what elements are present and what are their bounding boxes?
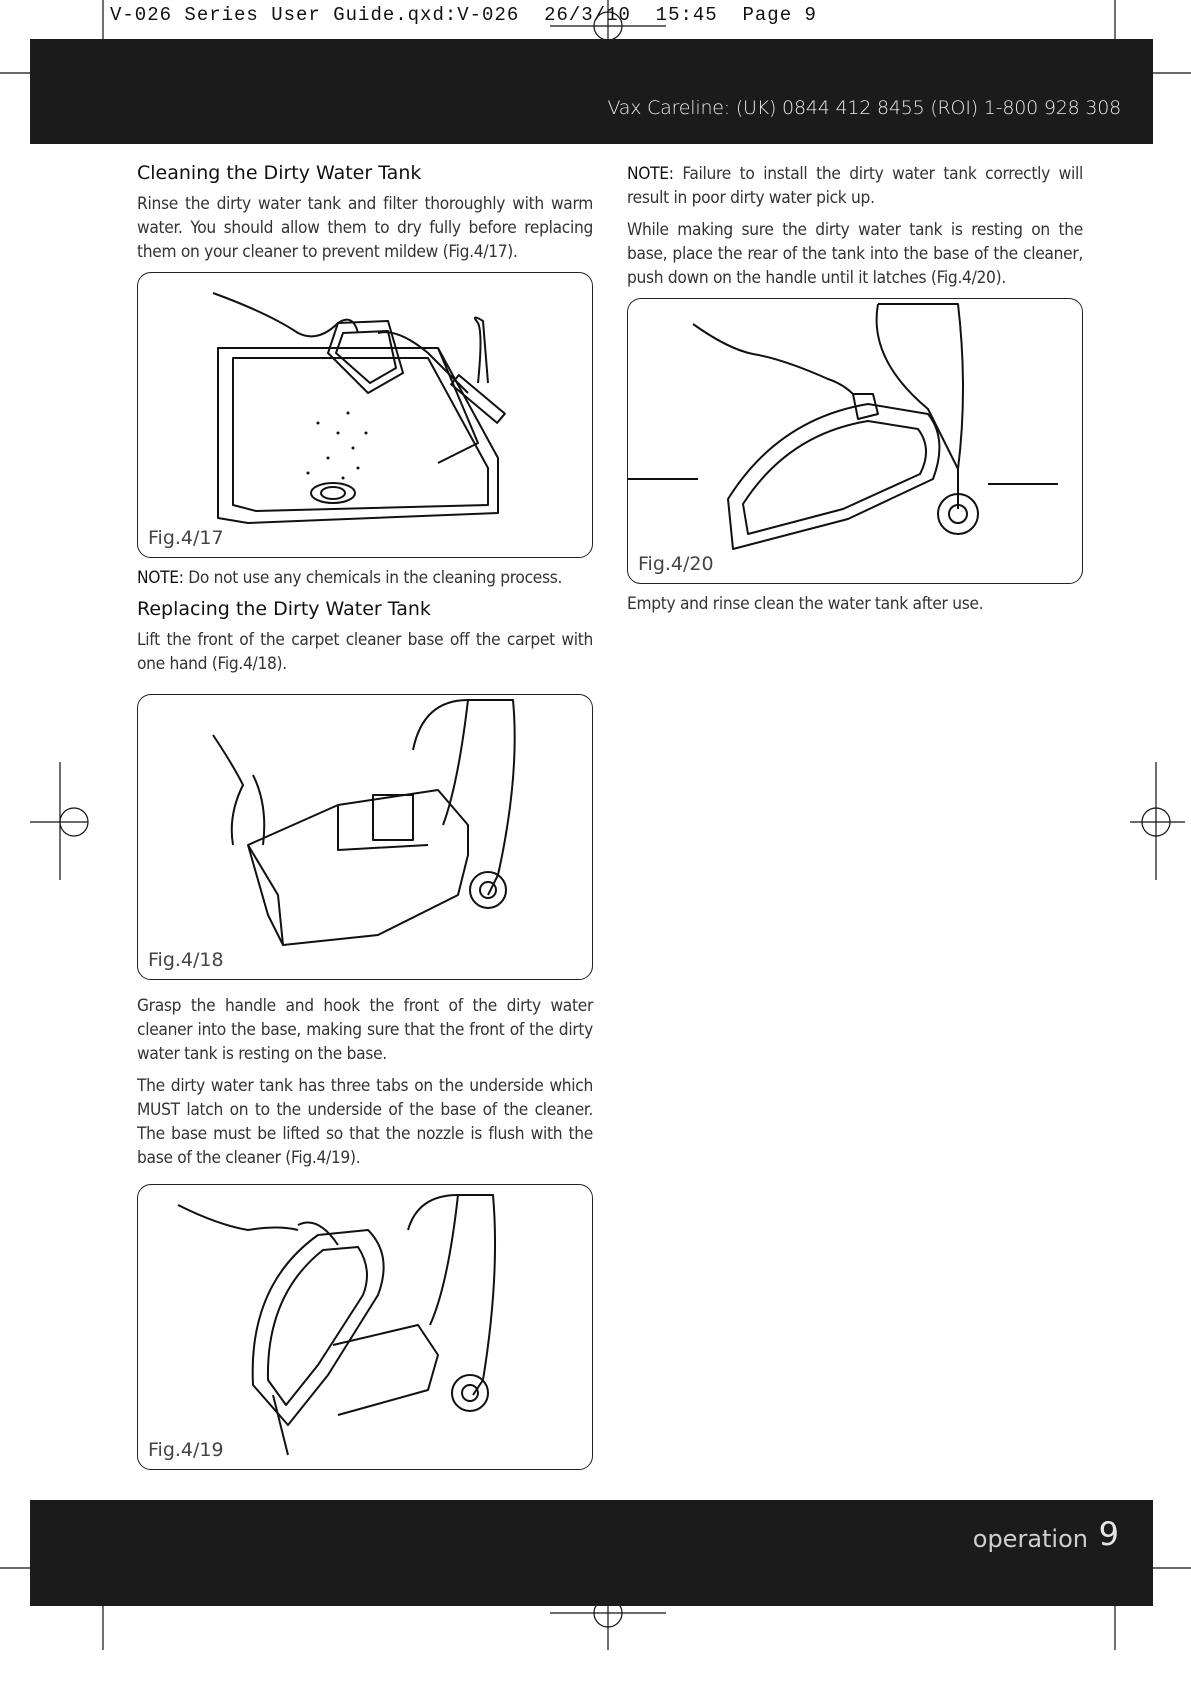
paragraph-push-down-handle: While making sure the dirty water tank is resting on the base, place the rear of the tank into the base of the cleaner, push down on the handle until it latches (Fig.4/20). [627,220,1083,288]
paragraph-lift-front: Lift the front of the carpet cleaner base off the carpet with one hand (Fig.4/18). [137,630,593,674]
figure-4-20 [627,298,1083,584]
note-install-correctly [627,162,1083,210]
note-no-chemicals [137,566,593,590]
paragraph-empty-rinse: Empty and rinse clean the water tank after use. [627,594,984,614]
figure-4-19 [137,1184,593,1470]
note-label: NOTE: [137,568,184,588]
paragraph-rinse: Rinse the dirty water tank and filter thoroughly with warm water. You should allow them to dry fully before replacing them on your cleaner to prevent mildew (Fig.4/17). [137,194,593,262]
left-column [137,162,593,1478]
latch-tank-illustration [628,299,1082,583]
heading-cleaning-tank: Cleaning the Dirty Water Tank [137,162,422,184]
note-text-right: Failure to install the dirty water tank correctly will result in poor dirty water pick up. [627,164,1083,208]
note-text: Do not use any chemicals in the cleaning process. [183,568,563,588]
header-band [30,39,1153,144]
figure-4-19-label: Fig.4/19 [148,1439,224,1461]
figure-4-20-label: Fig.4/20 [638,553,714,575]
print-slug: V-026 Series User Guide.qxd:V-026 26/3/10 15:45 Page 9 [110,4,817,26]
figure-4-18-label: Fig.4/18 [148,949,224,971]
footer-section-label: operation [972,1525,1088,1553]
heading-replacing-tank: Replacing the Dirty Water Tank [137,598,431,620]
figure-4-17-label: Fig.4/17 [148,527,224,549]
hook-tank-illustration [138,1185,592,1469]
figure-4-18 [137,694,593,980]
figure-4-17 [137,272,593,558]
paragraph-grasp-handle: Grasp the handle and hook the front of the dirty water cleaner into the base, making sure that the front of the dirty water tank is resting on the base. [137,996,593,1064]
note-label-right: NOTE: [627,164,674,184]
footer-page-number: 9 [1098,1515,1119,1553]
sink-illustration [138,273,592,557]
paragraph-three-tabs: The dirty water tank has three tabs on the underside which MUST latch on to the underside of the base of the cleaner. The base must be lifted so that the nozzle is flush with the base of the cleaner (Fig.4/19). [137,1076,593,1168]
careline-text: Vax Careline: (UK) 0844 412 8455 (ROI) 1-800 928 308 [607,97,1121,119]
lift-base-illustration [138,695,592,979]
footer-band [30,1500,1153,1606]
right-column [627,162,1083,624]
